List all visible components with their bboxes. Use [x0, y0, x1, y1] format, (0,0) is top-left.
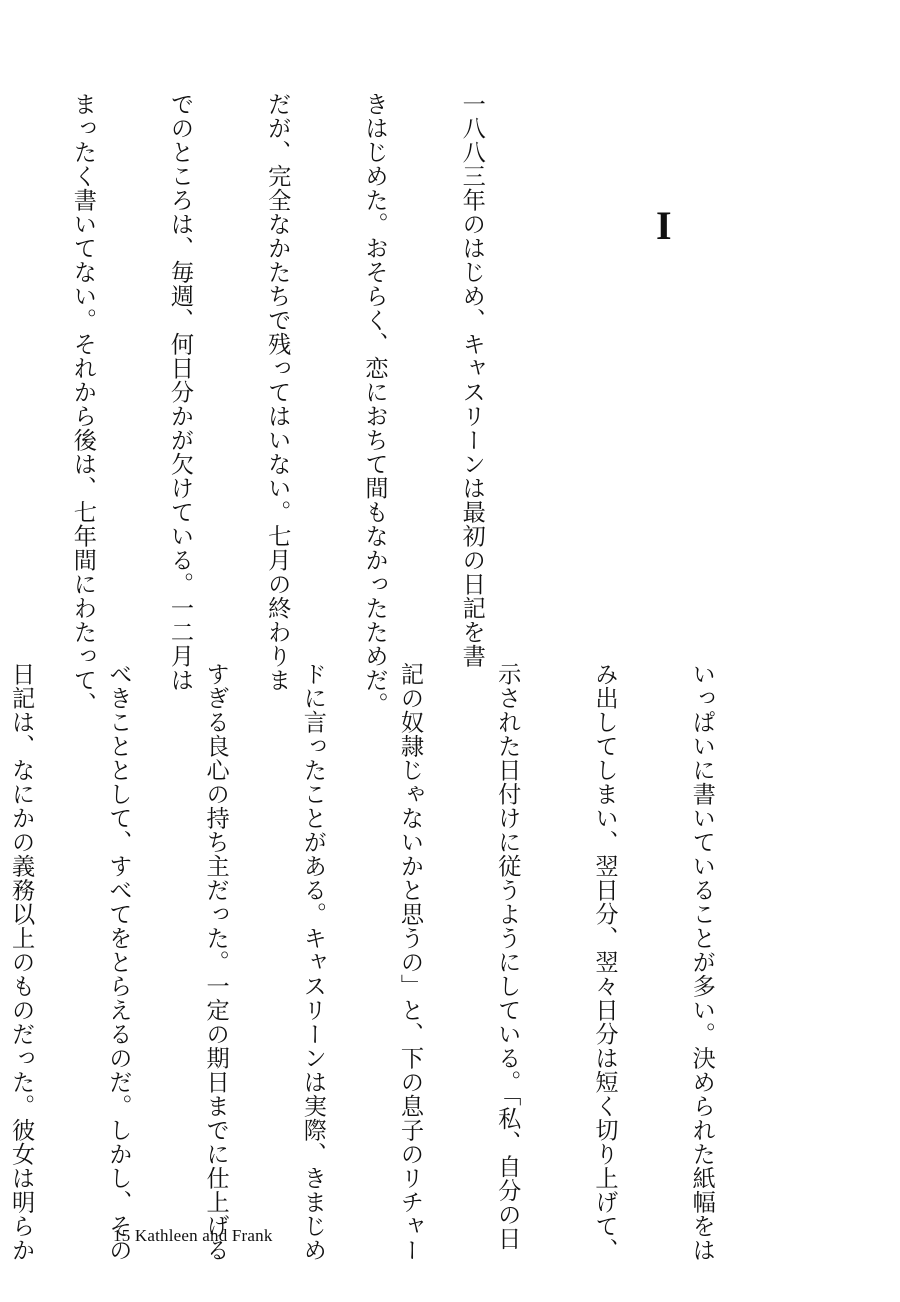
text-line: べきこととして、すべてをとらえるのだ。しかし、その	[104, 662, 132, 1262]
text-line: すぎる良心の持ち主だった。一定の期日までに仕上げる	[202, 662, 230, 1262]
text-line: でのところは、毎週、何日分かが欠けている。一二月は	[166, 92, 194, 692]
text-line: だが、完全なかたちで残ってはいない。七月の終わりま	[263, 92, 291, 692]
text-line: 一八八三年のはじめ、キャスリーンは最初の日記を書	[458, 92, 486, 668]
text-line: いっぱいに書いていることが多い。決められた紙幅をは	[688, 662, 716, 1262]
text-line: ドに言ったことがある。キャスリーンは実際、きまじめ	[299, 662, 327, 1262]
text-block-upper	[69, 92, 552, 716]
text-line: まったく書いてない。それから後は、七年間にわたって、	[69, 92, 97, 716]
text-line: きはじめた。おそらく、恋におちて間もなかったためだ。	[360, 92, 388, 716]
text-line	[0, 92, 1, 652]
chapter-heading: I	[656, 203, 672, 248]
page-footer: 15 Kathleen and Frank	[113, 1226, 273, 1245]
text-line: 記の奴隷じゃないかと思うの」と、下の息子のリチャー	[396, 662, 424, 1262]
text-line: み出してしまい、翌日分、翌々日分は短く切り上げて、	[590, 662, 618, 1262]
text-line: 日記は、なにかの義務以上のものだった。彼女は明らか	[7, 662, 35, 1262]
text-line: 示された日付けに従うようにしている。「私、自分の日	[493, 662, 521, 1251]
